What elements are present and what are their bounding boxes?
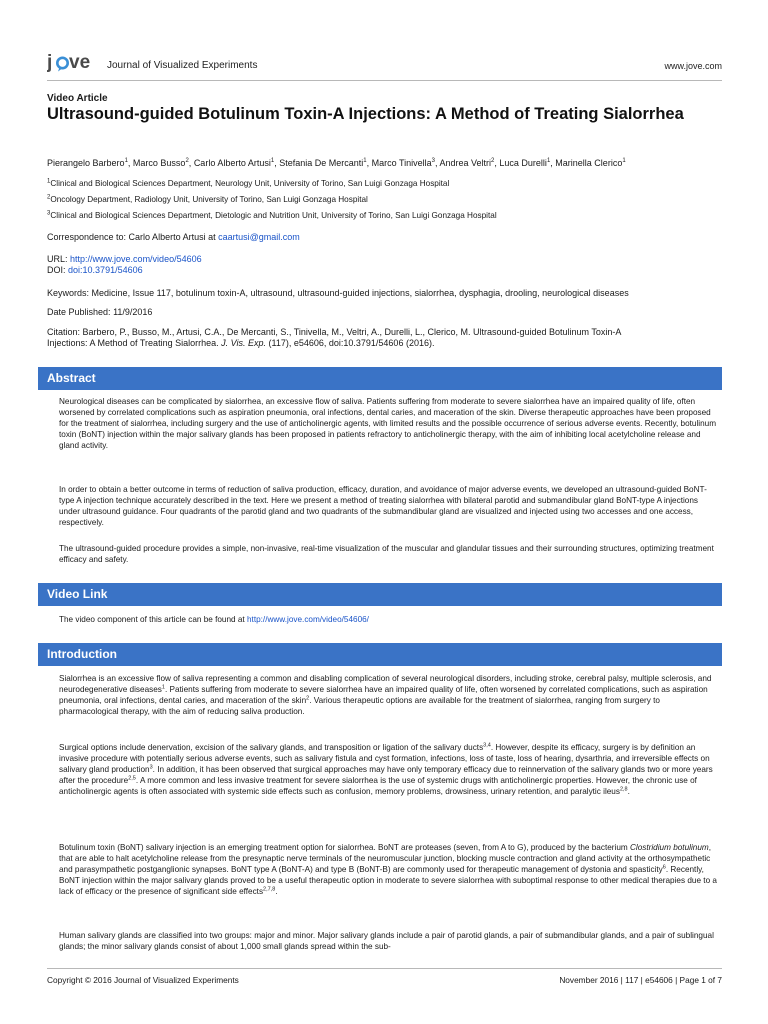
intro-paragraph: Human salivary glands are classified into two groups: major and minor. Major salivary glands include a pair of parotid glands, a pair of submandibular glands, and a pair of sublingual glands; the minor salivary glands consist of about 1,000 small glands spread within the sub- (59, 931, 714, 952)
intro-paragraph: Surgical options include denervation, excision of the salivary glands, and transposition or ligation of the salivary ducts$^{3,4}$. However, despite its efficacy, surgery is by definition an invasive procedure with potentially serious adverse events, such as salivary fistula and cyst formation, infections, loss of taste, loss of hearing, dysarthria, and irreversible effects on salivary gland production$^3$. In addition, it has been observed that surgical approaches may have only temporary efficacy due to reinnervation of the salivary glands two or more years after the procedure$^{2,5}$. A more common and less invasive treatment for severe sialorrhea is the use of systemic drugs with anticholinergic properties. However, the chronic use of anticholinergic agents is often associated with systemic side effects such as confusion, memory problems, drowsiness, urinary retention, and paralytic ileus$^{2,8}$. (59, 742, 713, 797)
date-published: Date Published: 11/9/2016 (47, 307, 153, 317)
jove-logo[interactable] (47, 50, 103, 76)
affiliation: $^2$Oncology Department, Radiology Unit, University of Torino, San Luigi Gonzaga Hospital (47, 194, 368, 204)
correspondence: Correspondence to: Carlo Alberto Artusi at caartusi@gmail.com (47, 232, 300, 242)
article-type-label: Video Article (47, 93, 108, 104)
affiliation: $^3$Clinical and Biological Sciences Department, Dietologic and Nutrition Unit, University of Torino, San Luigi Gonzaga Hospital (47, 210, 497, 220)
article-doi: DOI: doi:10.3791/54606 (47, 265, 143, 275)
video-link-paragraph: The video component of this article can be found at http://www.jove.com/video/54606/ (59, 615, 369, 624)
correspondence-email-link[interactable]: caartusi@gmail.com (218, 232, 300, 242)
author-list: Pierangelo Barbero$^1$, Marco Busso$^2$, Carlo Alberto Artusi$^1$, Stefania De Mercanti$^1$, Marco Tinivella$^3$, Andrea Veltri$^2$, Luca Durelli$^1$, Marinella Clerico$^1$ (47, 158, 626, 168)
abstract-paragraph: Neurological diseases can be complicated by sialorrhea, an excessive flow of saliva. Patients suffering from moderate to severe sialorrhea have an impaired quality of life, often worsened by correlated complications such as aspiration pneumonia, oral infections, dental caries, and maceration of the skin. Diverse therapeutic approaches have been proposed for the treatment of sialorrhea, including surgery and the use of anticholinergic agents, with limited results and the possible occurrence of serious adverse events. Recently, botulinum toxin (BoNT) injection within the major salivary glands has been proposed in patients refractory to anticholinergic therapy, with the aim of inhibiting local acetylcholine release and gland activity. (59, 397, 717, 451)
author: Marco Busso (132, 158, 186, 168)
introduction-section-header: Introduction (38, 643, 722, 666)
page-info: November 2016 | 117 | e54606 | Page 1 of 7 (559, 975, 722, 985)
video-link-section-header: Video Link (38, 583, 722, 606)
author: Stefania De Mercanti (279, 158, 364, 168)
citation: Citation: Barbero, P., Busso, M., Artusi, C.A., De Mercanti, S., Tinivella, M., Veltri, A., Durelli, L., Clerico, M. Ultrasound-guided Botulinum Toxin-A Injections: A Method of Treating Sialorrhea. J. Vis. Exp. (117), e54606, doi:10.3791/54606 (2016). (47, 327, 622, 348)
journal-header (47, 50, 722, 80)
svg-text:ve: ve (69, 52, 91, 73)
author: Andrea Veltri (439, 158, 492, 168)
author: Marco Tinivella (371, 158, 432, 168)
author: Marinella Clerico (555, 158, 623, 168)
intro-paragraph: Sialorrhea is an excessive flow of saliva representing a common and disabling complication of several neurological disorders, including stroke, cerebral palsy, multiple sclerosis, and neurodegenerative diseases$^1$. Patients suffering from moderate to severe sialorrhea have an impaired quality of life, often worsened by correlated complications, such as aspiration pneumonia, oral infections, dental caries, and maceration of the skin$^2$. Various therapeutic options are available for the treatment of sialorrhea, ranging from surgery to pharmacological therapy, with the aim of reducing saliva production. (59, 674, 712, 717)
article-url-link[interactable]: http://www.jove.com/video/54606 (70, 254, 202, 264)
header-divider (47, 80, 722, 81)
keywords: Keywords: Medicine, Issue 117, botulinum toxin-A, ultrasound, ultrasound-guided injections, sialorrhea, dysphagia, drooling, neurological diseases (47, 288, 629, 298)
author: Pierangelo Barbero (47, 158, 125, 168)
affiliation: $^1$Clinical and Biological Sciences Department, Neurology Unit, University of Torino, San Luigi Gonzaga Hospital (47, 178, 450, 188)
abstract-paragraph: The ultrasound-guided procedure provides a simple, non-invasive, real-time visualization of the muscular and glandular tissues and their surrounding structures, optimizing treatment efficacy and safety. (59, 544, 714, 565)
author: Luca Durelli (499, 158, 547, 168)
abstract-paragraph: In order to obtain a better outcome in terms of reduction of saliva production, efficacy, duration, and avoidance of major adverse events, we developed an ultrasound-guided BoNT-type A injection technique accurately described in the text. Here we present a method of treating sialorrhea with bilateral parotid and submandibular gland BoNT-type A injections under ultrasound guidance. Four quadrants of the parotid gland and two quadrants of the submandibular gland are visualized and injected using two accesses and one access, respectively. (59, 485, 707, 528)
journal-name: Journal of Visualized Experiments (107, 60, 258, 71)
svg-text:j: j (47, 52, 53, 73)
article-title: Ultrasound-guided Botulinum Toxin-A Injections: A Method of Treating Sialorrhea (47, 105, 684, 123)
site-url-link[interactable]: www.jove.com (664, 61, 722, 71)
intro-paragraph: Botulinum toxin (BoNT) salivary injection is an emerging treatment option for sialorrhea. BoNT are proteases (seven, from A to G), produced by the bacterium Clostridium botulinum, that are able to halt acetylcholine release from the presynaptic nerve terminals of the neuromuscular junction, blocking muscle contraction and gland activity at the orthosympathetic and parasympathetic postganglionic synapses. BoNT type A (BoNT-A) and type B (BoNT-B) are commonly used for therapeutic management of dystonia and spasticity$^6$. Recently, BoNT injection within the major salivary glands proved to be a useful therapeutic option in moderate to severe sialorrhea with suboptimal response to other medical therapies due to a lack of efficacy or the presence of significant side effects$^{2,7,8}$. (59, 843, 717, 897)
article-url: URL: http://www.jove.com/video/54606 (47, 254, 202, 264)
video-url-link[interactable]: http://www.jove.com/video/54606/ (246, 615, 369, 624)
abstract-section-header: Abstract (38, 367, 722, 390)
footer-divider (47, 968, 722, 969)
doi-link[interactable]: doi:10.3791/54606 (68, 265, 143, 275)
copyright-notice: Copyright © 2016 Journal of Visualized Experiments (47, 975, 239, 985)
author: Carlo Alberto Artusi (193, 158, 271, 168)
